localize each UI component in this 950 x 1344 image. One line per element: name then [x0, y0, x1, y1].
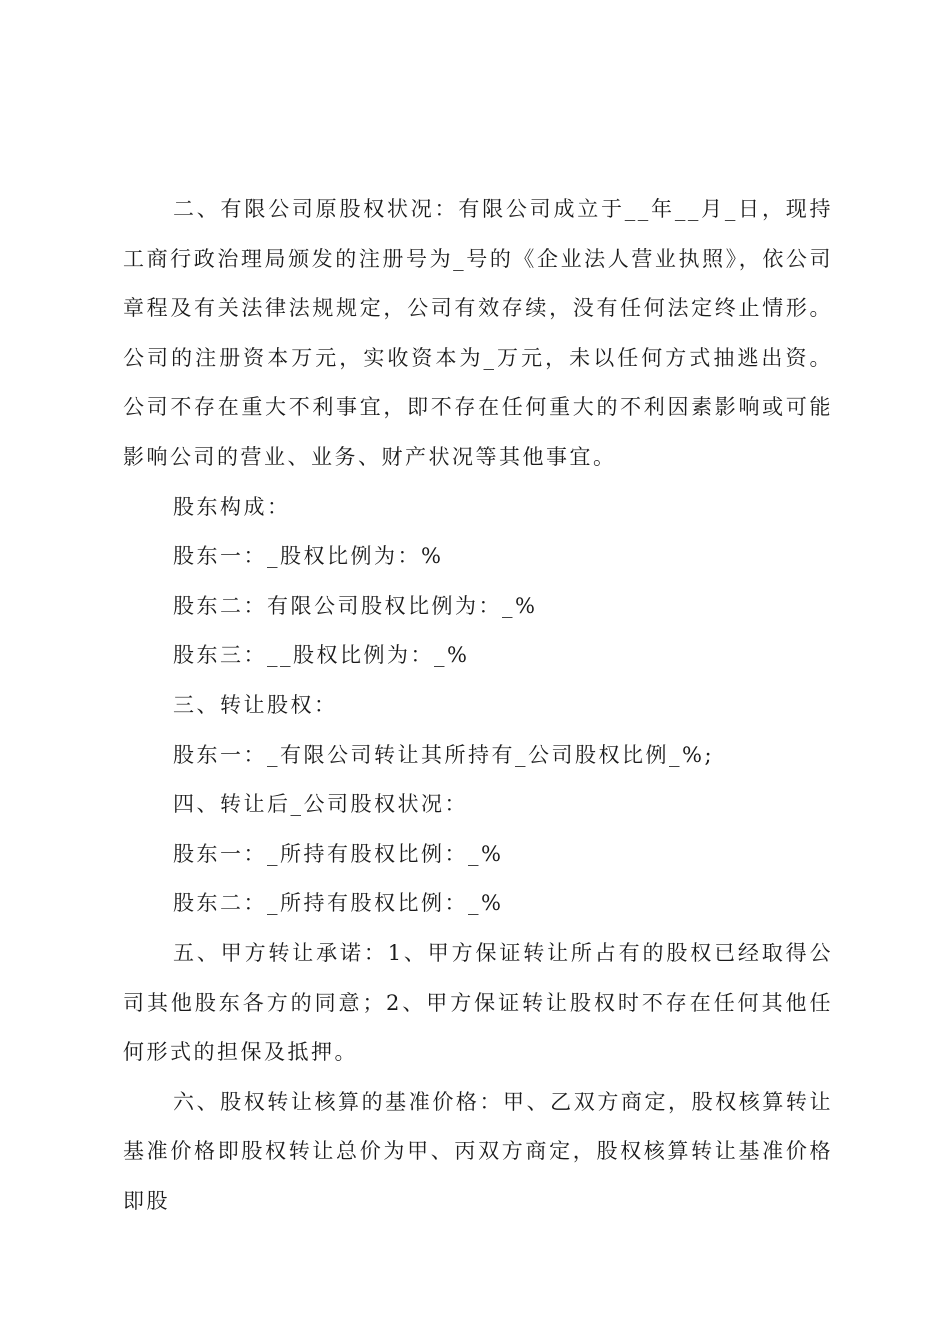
document-body — [123, 185, 833, 1226]
line-post-transfer-heading: 四、转让后_公司股权状况： — [173, 792, 468, 817]
line-shareholder-one: 股东一：_股权比例为：% — [173, 544, 444, 569]
paragraph-party-a-commitment: 五、甲方转让承诺：1、甲方保证转让所占有的股权已经取得公司其他股东各方的同意；2、甲方保证转让股权时不存在任何其他任何形式的担保及抵押。 — [123, 940, 833, 1065]
line-post-transfer-shareholder-two: 股东二：_所持有股权比例：_% — [173, 891, 504, 916]
line-shareholder-two: 股东二：有限公司股权比例为：_% — [173, 593, 538, 618]
line-post-transfer-shareholder-one: 股东一：_所持有股权比例：_% — [173, 841, 504, 866]
paragraph-base-price: 六、股权转让核算的基准价格：甲、乙双方商定，股权核算转让基准价格即股权转让总价为甲、丙双方商定，股权核算转让基准价格即股 — [123, 1089, 833, 1213]
line-transfer-equity-heading: 三、转让股权： — [173, 692, 338, 717]
line-shareholder-three: 股东三：__股权比例为：_% — [173, 643, 470, 668]
line-shareholder-composition-heading: 股东构成： — [173, 494, 291, 519]
line-transfer-shareholder-one: 股东一：_有限公司转让其所持有_公司股权比例_%; — [173, 742, 715, 767]
paragraph-original-equity-status: 二、有限公司原股权状况：有限公司成立于__年__月_日，现持工商行政治理局颁发的注册号为_号的《企业法人营业执照》，依公司章程及有关法律法规规定，公司有效存续，没有任何法定终止情形。公司的注册资本万元，实收资本为_万元，未以任何方式抽逃出资。公司不存在重大不利事宜，即不存在任何重大的不利因素影响或可能影响公司的营业、业务、财产状况等其他事宜。 — [123, 197, 833, 469]
